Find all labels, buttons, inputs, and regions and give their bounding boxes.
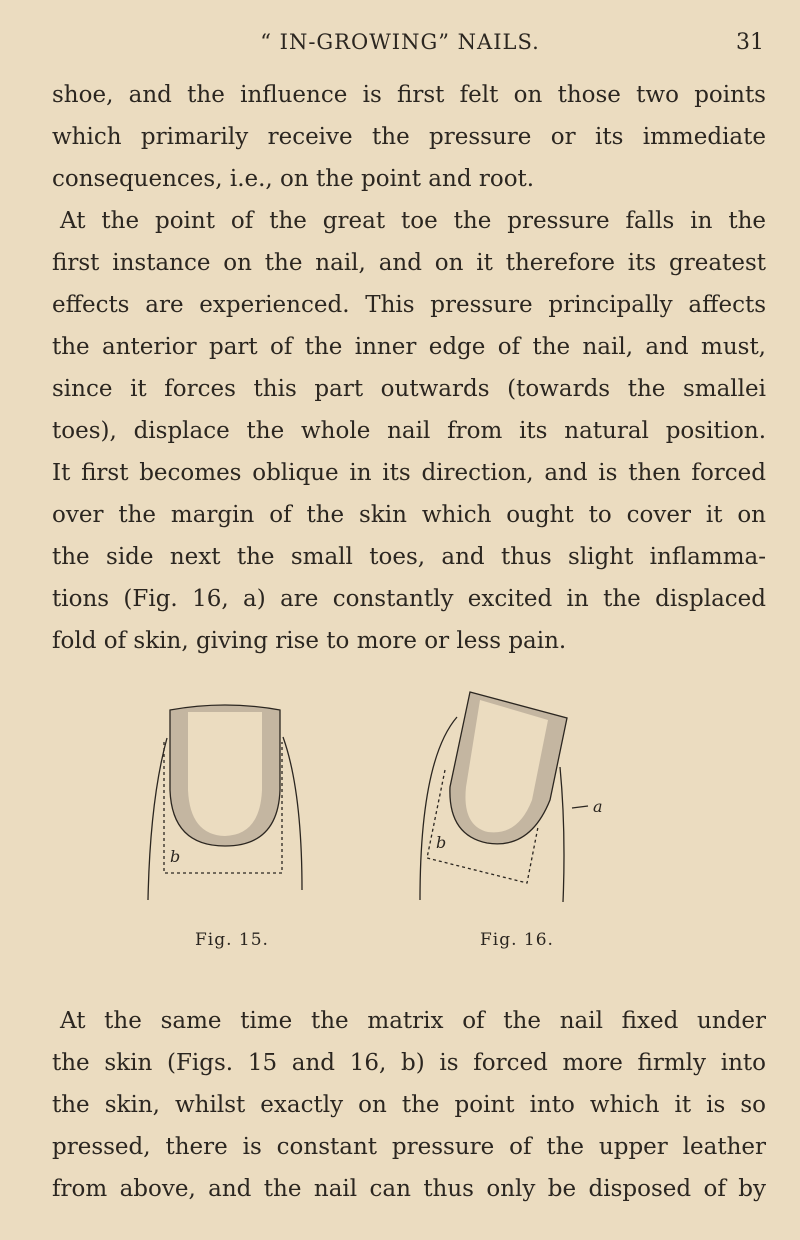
- text-line: the side next the small toes, and thus slight inflamma-: [52, 544, 766, 570]
- figure-16-caption: Fig. 16.: [480, 930, 554, 950]
- running-title: “ IN-GROWING” NAILS.: [260, 30, 540, 54]
- figure-15-caption: Fig. 15.: [195, 930, 269, 950]
- text-line: At the point of the great toe the pressure falls in the: [60, 208, 766, 234]
- text-line: It first becomes oblique in its direction, and is then forced: [52, 460, 766, 486]
- text-line: the skin (Figs. 15 and 16, b) is forced more firmly into: [52, 1050, 766, 1076]
- text-line: shoe, and the influence is first felt on those two points: [52, 82, 766, 108]
- text-line: effects are experienced. This pressure principally affects: [52, 292, 766, 318]
- text-line: fold of skin, giving rise to more or less pain.: [52, 628, 567, 654]
- text-line: since it forces this part outwards (towards the smallei: [52, 376, 766, 402]
- text-line: the anterior part of the inner edge of the nail, and must,: [52, 334, 766, 360]
- text-line: which primarily receive the pressure or its immediate: [52, 124, 766, 150]
- figure-label: b: [436, 833, 447, 852]
- figure-label: b: [170, 847, 181, 866]
- text-line: toes), displace the whole nail from its natural position.: [52, 418, 766, 444]
- text-line: from above, and the nail can thus only be disposed of by: [52, 1176, 766, 1202]
- text-line: consequences, i.e., on the point and root.: [52, 166, 535, 192]
- figure-16: [420, 692, 603, 902]
- text-line: pressed, there is constant pressure of the upper leather: [52, 1134, 766, 1160]
- page-number: 31: [736, 30, 764, 55]
- text-line: over the margin of the skin which ought to cover it on: [52, 502, 766, 528]
- text-line: tions (Fig. 16, a) are constantly excited in the displaced: [52, 586, 766, 612]
- text-line: first instance on the nail, and on it therefore its greatest: [52, 250, 766, 276]
- text-line: the skin, whilst exactly on the point into which it is so: [52, 1092, 766, 1118]
- text-line: At the same time the matrix of the nail fixed under: [60, 1008, 766, 1034]
- figure-label: a: [593, 797, 603, 816]
- figure-15: [148, 705, 302, 900]
